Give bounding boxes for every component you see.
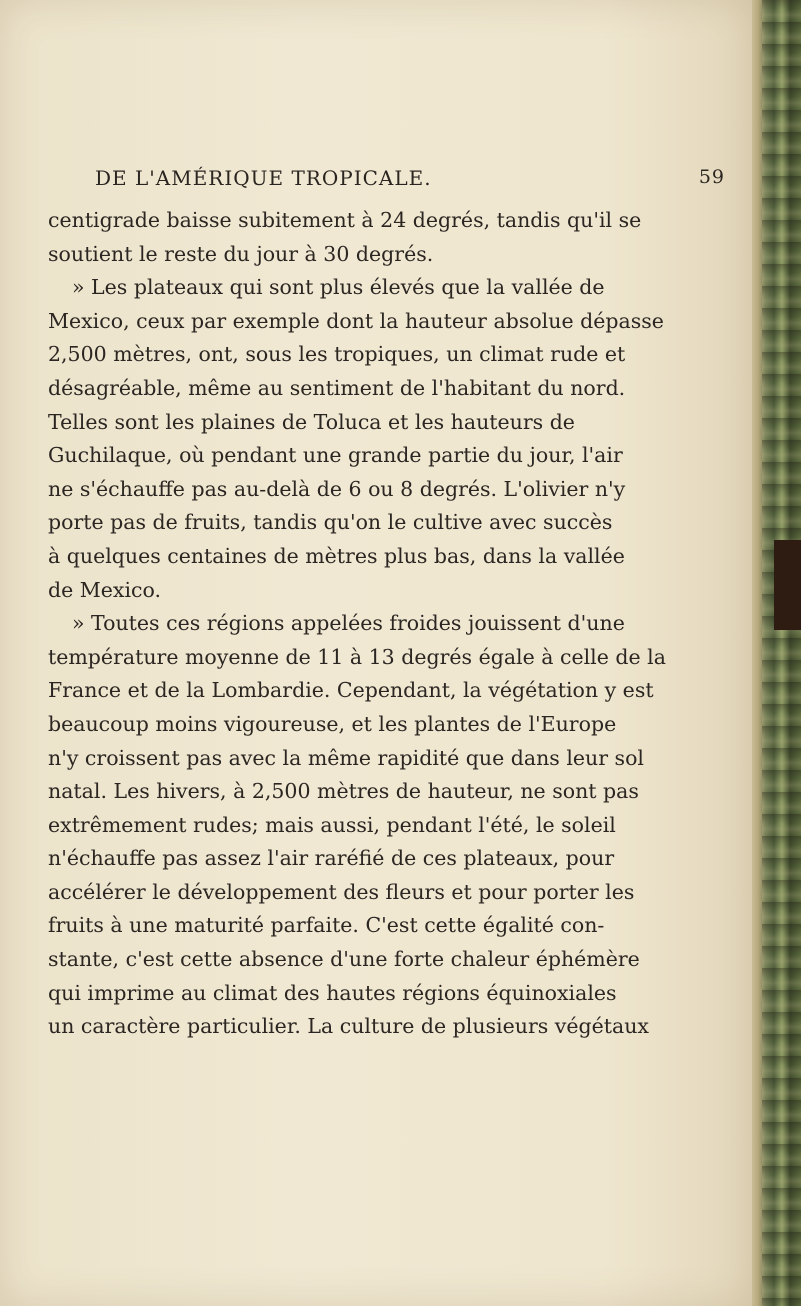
text-line: de Mexico. [48, 577, 161, 602]
body-text [48, 204, 740, 1044]
text-line: à quelques centaines de mètres plus bas, dans la vallée [48, 543, 625, 568]
running-title: DE L'AMÉRIQUE TROPICALE. [95, 166, 432, 190]
text-line: soutient le reste du jour à 30 degrés. [48, 241, 434, 266]
text-line: Mexico, ceux par exemple dont la hauteur absolue dépasse [48, 308, 664, 333]
text-line: fruits à une maturité parfaite. C'est cette égalité con- [48, 913, 605, 938]
text-line: porte pas de fruits, tandis qu'on le cultive avec succès [48, 510, 613, 535]
text-line: » Toutes ces régions appelées froides jouissent d'une [72, 611, 625, 636]
text-line: Telles sont les plaines de Toluca et les hauteurs de [48, 409, 575, 434]
text-line: » Les plateaux qui sont plus élevés que la vallée de [72, 275, 605, 300]
text-line: extrêmement rudes; mais aussi, pendant l'été, le soleil [48, 812, 616, 837]
text-line: beaucoup moins vigoureuse, et les plantes de l'Europe [48, 711, 617, 736]
text-line: centigrade baisse subitement à 24 degrés, tandis qu'il se [48, 208, 642, 232]
text-line: désagréable, même au sentiment de l'habitant du nord. [48, 375, 626, 400]
text-line: natal. Les hivers, à 2,500 mètres de hauteur, ne sont pas [48, 779, 639, 804]
running-header [95, 166, 725, 194]
book-binding-edge [752, 0, 801, 1306]
text-line: stante, c'est cette absence d'une forte chaleur éphémère [48, 947, 640, 972]
page-number: 59 [698, 166, 725, 188]
text-line: accélérer le développement des fleurs et pour porter les [48, 879, 635, 904]
text-line: ne s'échauffe pas au-delà de 6 ou 8 degrés. L'olivier n'y [48, 476, 626, 501]
text-line: France et de la Lombardie. Cependant, la végétation y est [48, 678, 654, 703]
text-line: n'échauffe pas assez l'air raréfié de ces plateaux, pour [48, 846, 615, 871]
text-line: 2,500 mètres, ont, sous les tropiques, un climat rude et [48, 342, 626, 367]
text-line: qui imprime au climat des hautes régions équinoxiales [48, 980, 617, 1005]
text-line: Guchilaque, où pendant une grande partie du jour, l'air [48, 443, 623, 468]
text-line: n'y croissent pas avec la même rapidité que dans leur sol [48, 745, 644, 770]
text-line: un caractère particulier. La culture de plusieurs végétaux [48, 1014, 649, 1039]
text-line: température moyenne de 11 à 13 degrés égale à celle de la [48, 644, 666, 669]
